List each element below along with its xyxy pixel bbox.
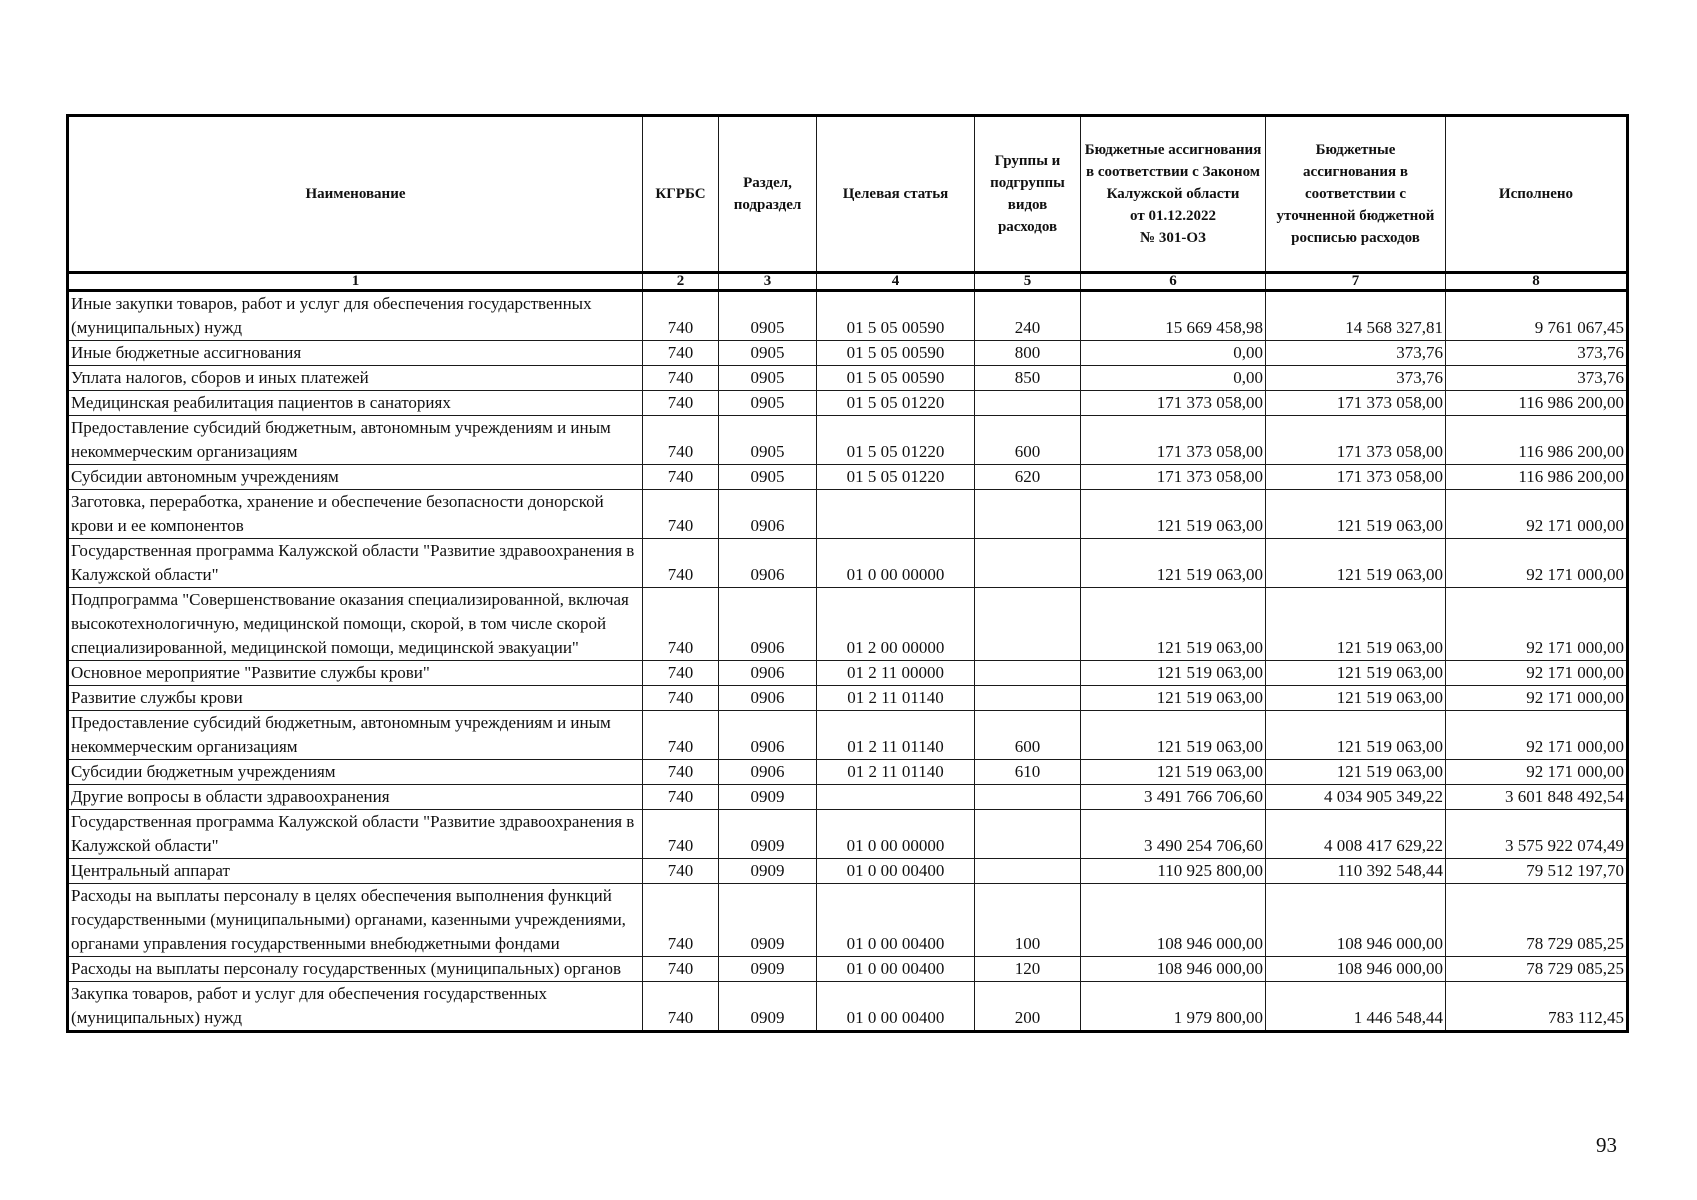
cell-target-article: 01 2 11 01140: [817, 760, 975, 785]
cell-name: Другие вопросы в области здравоохранения: [68, 785, 643, 810]
cell-name: Иные закупки товаров, работ и услуг для обеспечения государственных (муниципальных) нужд: [68, 291, 643, 341]
cell-target-article: 01 5 05 00590: [817, 291, 975, 341]
cell-section: 0909: [719, 957, 817, 982]
cell-kgrbs: 740: [643, 711, 719, 760]
cell-executed-amount: 92 171 000,00: [1446, 711, 1628, 760]
table-row: [68, 661, 1628, 686]
table-row: [68, 686, 1628, 711]
header-law-allocations: [1081, 116, 1266, 273]
cell-kgrbs: 740: [643, 884, 719, 957]
cell-section: 0905: [719, 391, 817, 416]
cell-refined-amount: 108 946 000,00: [1266, 957, 1446, 982]
cell-kgrbs: 740: [643, 810, 719, 859]
cell-section: 0906: [719, 661, 817, 686]
cell-kgrbs: 740: [643, 859, 719, 884]
cell-section: 0905: [719, 291, 817, 341]
cell-target-article: 01 0 00 00000: [817, 810, 975, 859]
table-row: [68, 341, 1628, 366]
cell-executed-amount: 373,76: [1446, 341, 1628, 366]
cell-expense-group: 850: [975, 366, 1081, 391]
cell-executed-amount: 116 986 200,00: [1446, 416, 1628, 465]
cell-kgrbs: 740: [643, 416, 719, 465]
table-row: [68, 391, 1628, 416]
table-row: [68, 291, 1628, 341]
cell-law-amount: 171 373 058,00: [1081, 391, 1266, 416]
column-number: 6: [1081, 273, 1266, 291]
cell-target-article: 01 0 00 00400: [817, 957, 975, 982]
header-row: [68, 116, 1628, 273]
cell-section: 0909: [719, 785, 817, 810]
cell-section: 0905: [719, 366, 817, 391]
cell-expense-group: 600: [975, 711, 1081, 760]
cell-law-amount: 121 519 063,00: [1081, 661, 1266, 686]
cell-refined-amount: 171 373 058,00: [1266, 416, 1446, 465]
cell-name: Государственная программа Калужской области "Развитие здравоохранения в Калужской области": [68, 539, 643, 588]
cell-refined-amount: 121 519 063,00: [1266, 588, 1446, 661]
cell-refined-amount: 121 519 063,00: [1266, 539, 1446, 588]
cell-kgrbs: 740: [643, 490, 719, 539]
cell-name: Закупка товаров, работ и услуг для обеспечения государственных (муниципальных) нужд: [68, 982, 643, 1032]
cell-law-amount: 121 519 063,00: [1081, 539, 1266, 588]
table-row: [68, 416, 1628, 465]
table-row: [68, 588, 1628, 661]
cell-name: Центральный аппарат: [68, 859, 643, 884]
header-law-number: № 301-ОЗ: [1140, 230, 1206, 246]
header-kgrbs: КГРБС: [643, 116, 719, 273]
cell-expense-group: 610: [975, 760, 1081, 785]
cell-name: Предоставление субсидий бюджетным, автономным учреждениям и иным некоммерческим организациям: [68, 711, 643, 760]
cell-executed-amount: 92 171 000,00: [1446, 588, 1628, 661]
cell-refined-amount: 121 519 063,00: [1266, 686, 1446, 711]
header-target-article: Целевая статья: [817, 116, 975, 273]
cell-name: Уплата налогов, сборов и иных платежей: [68, 366, 643, 391]
cell-section: 0906: [719, 490, 817, 539]
cell-kgrbs: 740: [643, 957, 719, 982]
table-row: [68, 465, 1628, 490]
cell-law-amount: 15 669 458,98: [1081, 291, 1266, 341]
cell-kgrbs: 740: [643, 661, 719, 686]
cell-section: 0905: [719, 465, 817, 490]
cell-kgrbs: 740: [643, 982, 719, 1032]
cell-refined-amount: 14 568 327,81: [1266, 291, 1446, 341]
cell-target-article: 01 2 11 00000: [817, 661, 975, 686]
cell-expense-group: 800: [975, 341, 1081, 366]
header-law-text: Бюджетные ассигнования в соответствии с Законом Калужской области: [1084, 142, 1262, 202]
cell-section: 0906: [719, 588, 817, 661]
column-number: 2: [643, 273, 719, 291]
cell-kgrbs: 740: [643, 341, 719, 366]
cell-section: 0906: [719, 686, 817, 711]
cell-name: Развитие службы крови: [68, 686, 643, 711]
cell-section: 0909: [719, 982, 817, 1032]
cell-section: 0906: [719, 760, 817, 785]
cell-section: 0906: [719, 539, 817, 588]
cell-law-amount: 121 519 063,00: [1081, 760, 1266, 785]
cell-target-article: 01 2 00 00000: [817, 588, 975, 661]
page-number: 93: [1596, 1133, 1617, 1157]
cell-target-article: 01 0 00 00400: [817, 884, 975, 957]
cell-target-article: 01 5 05 01220: [817, 391, 975, 416]
cell-executed-amount: 92 171 000,00: [1446, 490, 1628, 539]
cell-law-amount: 0,00: [1081, 341, 1266, 366]
cell-law-amount: 171 373 058,00: [1081, 465, 1266, 490]
cell-refined-amount: 121 519 063,00: [1266, 490, 1446, 539]
cell-kgrbs: 740: [643, 465, 719, 490]
cell-name: Иные бюджетные ассигнования: [68, 341, 643, 366]
cell-expense-group: [975, 686, 1081, 711]
cell-kgrbs: 740: [643, 539, 719, 588]
cell-law-amount: 121 519 063,00: [1081, 588, 1266, 661]
cell-section: 0905: [719, 341, 817, 366]
cell-expense-group: [975, 810, 1081, 859]
cell-law-amount: 3 491 766 706,60: [1081, 785, 1266, 810]
cell-target-article: 01 5 05 00590: [817, 341, 975, 366]
cell-name: Подпрограмма "Совершенствование оказания специализированной, включая высокотехнологичную, медицинской помощи, скорой, в том числе скорой специализированной, медицинской помощи, медицинской эвакуации": [68, 588, 643, 661]
cell-section: 0909: [719, 884, 817, 957]
cell-executed-amount: 3 575 922 074,49: [1446, 810, 1628, 859]
cell-executed-amount: 79 512 197,70: [1446, 859, 1628, 884]
cell-name: Субсидии бюджетным учреждениям: [68, 760, 643, 785]
cell-executed-amount: 78 729 085,25: [1446, 884, 1628, 957]
cell-refined-amount: 4 008 417 629,22: [1266, 810, 1446, 859]
table-row: [68, 982, 1628, 1032]
cell-expense-group: 120: [975, 957, 1081, 982]
cell-executed-amount: 92 171 000,00: [1446, 661, 1628, 686]
cell-name: Предоставление субсидий бюджетным, автономным учреждениям и иным некоммерческим организациям: [68, 416, 643, 465]
cell-section: 0906: [719, 711, 817, 760]
cell-target-article: 01 5 05 01220: [817, 416, 975, 465]
cell-law-amount: 121 519 063,00: [1081, 711, 1266, 760]
cell-law-amount: 0,00: [1081, 366, 1266, 391]
cell-name: Заготовка, переработка, хранение и обеспечение безопасности донорской крови и ее компонентов: [68, 490, 643, 539]
cell-refined-amount: 171 373 058,00: [1266, 391, 1446, 416]
cell-executed-amount: 92 171 000,00: [1446, 686, 1628, 711]
table-row: [68, 366, 1628, 391]
cell-target-article: 01 0 00 00000: [817, 539, 975, 588]
cell-expense-group: [975, 859, 1081, 884]
cell-expense-group: [975, 785, 1081, 810]
cell-target-article: [817, 785, 975, 810]
table-row: [68, 539, 1628, 588]
table-row: [68, 810, 1628, 859]
cell-expense-group: 240: [975, 291, 1081, 341]
cell-expense-group: [975, 588, 1081, 661]
cell-target-article: 01 2 11 01140: [817, 711, 975, 760]
cell-target-article: 01 0 00 00400: [817, 859, 975, 884]
cell-refined-amount: 171 373 058,00: [1266, 465, 1446, 490]
header-name: Наименование: [68, 116, 643, 273]
table-row: [68, 490, 1628, 539]
cell-name: Медицинская реабилитация пациентов в санаториях: [68, 391, 643, 416]
cell-refined-amount: 4 034 905 349,22: [1266, 785, 1446, 810]
table-row: [68, 884, 1628, 957]
table-row: [68, 760, 1628, 785]
cell-expense-group: 620: [975, 465, 1081, 490]
cell-section: 0905: [719, 416, 817, 465]
cell-executed-amount: 116 986 200,00: [1446, 391, 1628, 416]
column-number: 5: [975, 273, 1081, 291]
cell-expense-group: 600: [975, 416, 1081, 465]
cell-name: Субсидии автономным учреждениям: [68, 465, 643, 490]
cell-refined-amount: 373,76: [1266, 366, 1446, 391]
cell-target-article: [817, 490, 975, 539]
cell-expense-group: [975, 391, 1081, 416]
cell-kgrbs: 740: [643, 588, 719, 661]
cell-name: Государственная программа Калужской области "Развитие здравоохранения в Калужской области": [68, 810, 643, 859]
cell-target-article: 01 5 05 00590: [817, 366, 975, 391]
cell-kgrbs: 740: [643, 686, 719, 711]
column-number: 1: [68, 273, 643, 291]
cell-law-amount: 171 373 058,00: [1081, 416, 1266, 465]
cell-executed-amount: 78 729 085,25: [1446, 957, 1628, 982]
column-number: 4: [817, 273, 975, 291]
cell-executed-amount: 9 761 067,45: [1446, 291, 1628, 341]
cell-refined-amount: 110 392 548,44: [1266, 859, 1446, 884]
header-law-date: от 01.12.2022: [1130, 208, 1216, 224]
column-number: 8: [1446, 273, 1628, 291]
cell-executed-amount: 373,76: [1446, 366, 1628, 391]
table-row: [68, 711, 1628, 760]
cell-expense-group: [975, 539, 1081, 588]
cell-law-amount: 121 519 063,00: [1081, 686, 1266, 711]
cell-executed-amount: 3 601 848 492,54: [1446, 785, 1628, 810]
cell-name: Расходы на выплаты персоналу в целях обеспечения выполнения функций государственными (муниципальными) органами, казенными учреждениями, органами управления государственными внебюджетными фондами: [68, 884, 643, 957]
table-row: [68, 785, 1628, 810]
header-expense-groups: Группы и подгруппы видов расходов: [975, 116, 1081, 273]
cell-law-amount: 108 946 000,00: [1081, 884, 1266, 957]
cell-target-article: 01 2 11 01140: [817, 686, 975, 711]
cell-expense-group: 100: [975, 884, 1081, 957]
table-row: [68, 957, 1628, 982]
cell-refined-amount: 108 946 000,00: [1266, 884, 1446, 957]
cell-executed-amount: 116 986 200,00: [1446, 465, 1628, 490]
cell-expense-group: 200: [975, 982, 1081, 1032]
cell-law-amount: 1 979 800,00: [1081, 982, 1266, 1032]
cell-executed-amount: 783 112,45: [1446, 982, 1628, 1032]
cell-refined-amount: 121 519 063,00: [1266, 760, 1446, 785]
budget-table: [66, 114, 1629, 1033]
cell-law-amount: 108 946 000,00: [1081, 957, 1266, 982]
column-number-row: [68, 273, 1628, 291]
cell-expense-group: [975, 661, 1081, 686]
cell-refined-amount: 1 446 548,44: [1266, 982, 1446, 1032]
cell-section: 0909: [719, 859, 817, 884]
cell-executed-amount: 92 171 000,00: [1446, 539, 1628, 588]
cell-name: Основное мероприятие "Развитие службы крови": [68, 661, 643, 686]
cell-target-article: 01 5 05 01220: [817, 465, 975, 490]
cell-kgrbs: 740: [643, 785, 719, 810]
header-executed: Исполнено: [1446, 116, 1628, 273]
cell-kgrbs: 740: [643, 366, 719, 391]
cell-target-article: 01 0 00 00400: [817, 982, 975, 1032]
cell-refined-amount: 121 519 063,00: [1266, 711, 1446, 760]
header-section: Раздел, подраздел: [719, 116, 817, 273]
cell-executed-amount: 92 171 000,00: [1446, 760, 1628, 785]
cell-kgrbs: 740: [643, 391, 719, 416]
cell-law-amount: 121 519 063,00: [1081, 490, 1266, 539]
table-row: [68, 859, 1628, 884]
column-number: 7: [1266, 273, 1446, 291]
cell-kgrbs: 740: [643, 760, 719, 785]
column-number: 3: [719, 273, 817, 291]
cell-expense-group: [975, 490, 1081, 539]
cell-law-amount: 3 490 254 706,60: [1081, 810, 1266, 859]
cell-refined-amount: 121 519 063,00: [1266, 661, 1446, 686]
cell-refined-amount: 373,76: [1266, 341, 1446, 366]
header-refined-allocations: Бюджетные ассигнования в соответствии с уточненной бюджетной росписью расходов: [1266, 116, 1446, 273]
cell-name: Расходы на выплаты персоналу государственных (муниципальных) органов: [68, 957, 643, 982]
cell-kgrbs: 740: [643, 291, 719, 341]
cell-section: 0909: [719, 810, 817, 859]
cell-law-amount: 110 925 800,00: [1081, 859, 1266, 884]
